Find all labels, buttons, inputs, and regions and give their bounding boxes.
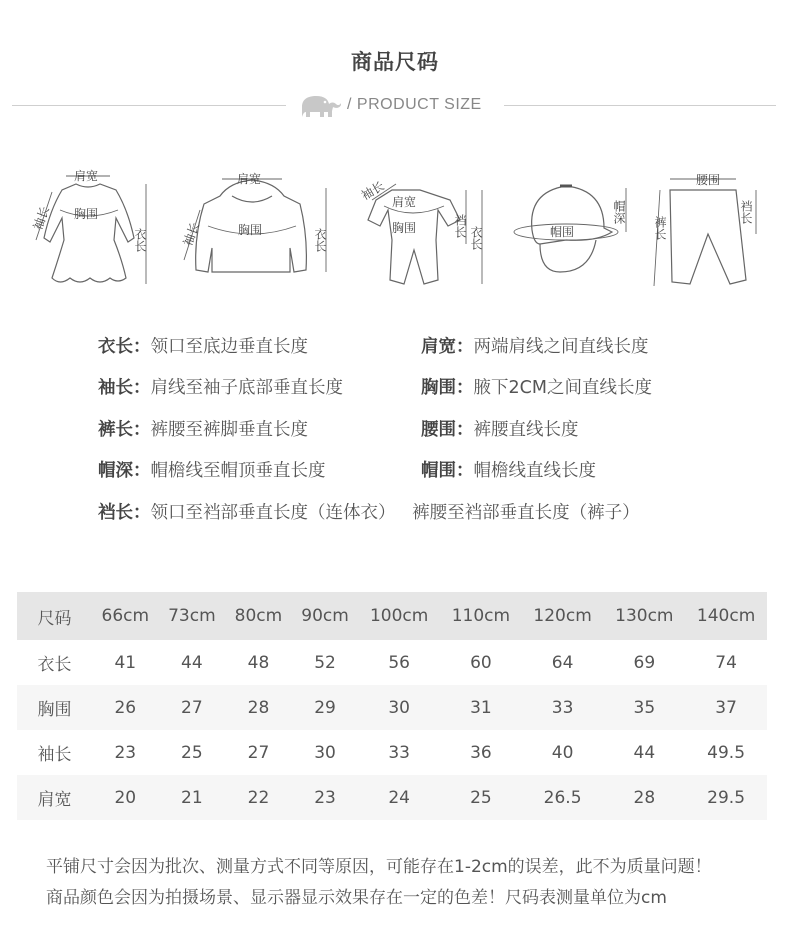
- definition-item: 帽围：帽檐线直线长度: [421, 461, 596, 481]
- fig-label: 腰围: [696, 173, 721, 187]
- table-cell: 25: [181, 742, 203, 763]
- table-cell: 23: [314, 787, 336, 808]
- table-cell: 40: [551, 742, 574, 763]
- table-header-cell: 90cm: [301, 606, 349, 626]
- page-subtitle: / PRODUCT SIZE: [347, 96, 482, 113]
- table-cell: 37: [715, 697, 737, 718]
- divider-left: [12, 105, 286, 106]
- fig-label: 帽围: [550, 225, 575, 239]
- table-cell: 26: [114, 697, 137, 718]
- table-cell: 33: [388, 742, 410, 763]
- definition-item: 腰围：裤腰直线长度: [421, 420, 579, 440]
- size-table: [17, 592, 767, 820]
- table-header-cell: 140cm: [696, 606, 756, 626]
- table-cell: 肩宽: [37, 790, 72, 810]
- fig-label: 衣长: [469, 226, 483, 250]
- table-cell: 64: [551, 652, 574, 673]
- table-header-cell: 73cm: [168, 606, 216, 626]
- table-cell: 24: [388, 787, 410, 808]
- fig-label: 帽深: [612, 200, 626, 224]
- fig-label: 胸围: [392, 221, 417, 235]
- definition-item: 袖长：肩线至袖子底部垂直长度: [98, 378, 343, 398]
- table-header-cell: 120cm: [533, 606, 592, 626]
- fig-label: 衣长: [133, 228, 147, 252]
- definition-item: 帽深：帽檐线至帽顶垂直长度: [98, 461, 326, 481]
- notes: [46, 852, 712, 914]
- table-header-cell: 80cm: [234, 606, 283, 626]
- table-cell: 20: [114, 787, 137, 808]
- definition-item: 肩宽：两端肩线之间直线长度: [421, 337, 649, 357]
- fig-label: 肩宽: [392, 195, 417, 209]
- table-cell: 49.5: [707, 742, 746, 763]
- table-header-cell: 110cm: [451, 606, 511, 626]
- fig-label: 裆长: [453, 214, 467, 238]
- definition-item: 裆长：领口至裆部垂直长度（连体衣） 裤腰至裆部垂直长度（裤子）: [98, 503, 640, 523]
- table-cell: 44: [181, 652, 203, 673]
- fig-label: 胸围: [74, 207, 99, 221]
- fig-label: 肩宽: [237, 172, 262, 186]
- table-cell: 21: [181, 787, 203, 808]
- table-cell: 27: [247, 742, 270, 763]
- fig-label: 裤长: [653, 216, 667, 240]
- garment-diagrams: [0, 160, 790, 295]
- note-line: 商品颜色会因为拍摄场景、显示器显示效果存在一定的色差！尺码表测量单位为cm: [46, 888, 667, 908]
- table-cell: 56: [388, 652, 410, 673]
- table-header-cell: 66cm: [101, 606, 150, 626]
- table-row: [17, 640, 767, 685]
- table-cell: 33: [551, 697, 574, 718]
- page-title: 商品尺码: [351, 50, 439, 74]
- note-line: 平铺尺寸会因为批次、测量方式不同等原因，可能存在1-2cm的误差，此不为质量问题！: [46, 857, 712, 877]
- table-cell: 26.5: [543, 787, 582, 808]
- definition-item: 裤长：裤腰至裤脚垂直长度: [98, 420, 308, 440]
- table-row: [17, 775, 767, 820]
- table-cell: 31: [470, 697, 492, 718]
- pants-figure: [654, 179, 756, 286]
- table-cell: 27: [181, 697, 203, 718]
- table-row: [17, 730, 767, 775]
- table-header-cell: 130cm: [615, 606, 674, 626]
- table-cell: 胸围: [37, 700, 72, 720]
- table-cell: 29: [314, 697, 336, 718]
- table-cell: 23: [114, 742, 137, 763]
- table-row: [17, 685, 767, 730]
- table-cell: 30: [314, 742, 336, 763]
- fig-label: 衣长: [313, 228, 327, 252]
- table-cell: 60: [470, 652, 492, 673]
- fig-label: 裆长: [739, 200, 753, 224]
- fig-label: 肩宽: [74, 169, 99, 183]
- table-cell: 41: [114, 652, 137, 673]
- table-cell: 28: [633, 787, 656, 808]
- definition-item: 胸围：腋下2CM之间直线长度: [421, 378, 652, 398]
- table-cell: 52: [314, 652, 336, 673]
- elephant-icon: [296, 93, 342, 121]
- table-header-row: [17, 592, 767, 640]
- table-header-cell: 尺码: [37, 608, 72, 629]
- definition-item: 衣长：领口至底边垂直长度: [98, 337, 308, 357]
- table-cell: 48: [247, 652, 270, 673]
- fig-label: 袖长: [180, 220, 203, 248]
- table-cell: 69: [633, 652, 656, 673]
- table-cell: 74: [715, 652, 737, 673]
- table-cell: 36: [470, 742, 492, 763]
- table-cell: 29.5: [707, 787, 746, 808]
- table-cell: 衣长: [37, 655, 72, 675]
- dress-figure: [36, 176, 146, 284]
- table-cell: 28: [247, 697, 270, 718]
- figure-labels: [30, 168, 753, 253]
- table-cell: 25: [470, 787, 492, 808]
- fig-label: 袖长: [358, 178, 387, 203]
- fig-label: 袖长: [30, 204, 53, 232]
- fig-label: 胸围: [238, 223, 263, 237]
- table-cell: 22: [247, 787, 270, 808]
- divider-right: [504, 105, 776, 106]
- table-cell: 30: [388, 697, 410, 718]
- table-header-cell: 100cm: [369, 606, 429, 626]
- table-cell: 44: [633, 742, 656, 763]
- table-cell: 35: [633, 697, 656, 718]
- table-cell: 袖长: [37, 745, 72, 765]
